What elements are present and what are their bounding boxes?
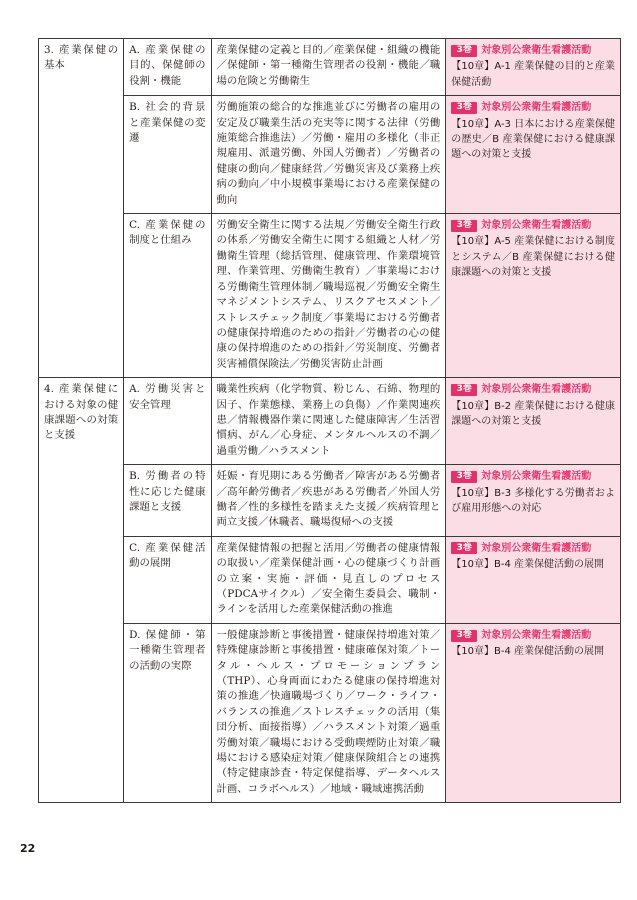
content-cell: 妊娠・育児期にある労働者／障害がある労働者／高年齢労働者／疾患がある労働者／外国人労働者／性的多様性を踏まえた支援／疾病管理と両立支援／休職者、職場復帰への支援 [211,465,446,537]
page-number: 22 [20,842,36,855]
topic-title: C. 産業保健活動の展開 [129,541,206,570]
volume-badge: 3巻 [451,45,477,57]
reference-body: 【10章】A-3 日本における産業保健の歴史／B 産業保健における健康課題への対策と支援 [451,118,615,161]
table-row [39,214,621,378]
section-title: 4. 産業保健における対象の健康課題への対策と支援 [44,383,119,442]
topic-title: B. 社会的背景と産業保健の変遷 [129,101,206,145]
topic-cell [124,536,211,623]
reference-cell [446,378,621,465]
volume-badge: 3巻 [451,542,477,554]
section-cell [39,39,124,378]
reference-title: 対象別公衆衛生看護活動 [481,45,592,56]
content-cell: 一般健康診断と事後措置・健康保持増進対策／特殊健康診断と事後措置・健康確保対策／トータル・ヘルス・プロモーションプラン（THP）、心身両面にわたる健康の保持増進対策の推進／快適職場づくり／ワーク・ライフ・バランスの推進／ストレスチェックの活用（集団分析、面接指導）／ハラスメント対策／過重労働対策／職場における受動喫煙防止対策／職場における感染症対策／健康保険組合との連携（特定健康診査・特定保健指導、データヘルス計画、コラボヘルス）／地域・職域連携活動 [211,623,446,802]
reference-cell [446,96,621,214]
reference-cell [446,465,621,537]
reference-cell [446,536,621,623]
table-row [39,536,621,623]
table-row [39,96,621,214]
volume-badge: 3巻 [451,102,477,114]
reference-body: 【10章】B-3 多様化する労働者および雇用形態への対応 [451,487,615,514]
reference-body: 【10章】A-5 産業保健における制度とシステム／B 産業保健における健康課題への対策と支援 [451,236,615,279]
reference-title: 対象別公衆衛生看護活動 [481,542,592,554]
volume-badge: 3巻 [451,630,477,642]
section-title: 3. 産業保健の基本 [44,44,119,72]
topic-cell [124,623,211,802]
topic-cell [124,39,211,96]
reference-body: 【10章】B-4 産業保健活動の展開 [451,646,604,658]
topic-title: D. 保健師・第一種衛生管理者の活動の実際 [129,628,206,672]
reference-title: 対象別公衆衛生看護活動 [481,220,592,232]
topic-title: A. 産業保健の目的、保健師の役割・機能 [129,44,206,87]
table-row [39,465,621,537]
reference-body: 【10章】A-1 産業保健の目的と産業保健活動 [451,61,615,88]
volume-badge: 3巻 [451,220,477,232]
reference-body: 【10章】B-2 産業保健における健康課題への対策と支援 [451,400,615,427]
syllabus-table [38,38,621,803]
content-cell: 産業保健情報の把握と活用／労働者の健康情報の取扱い／産業保健計画・心の健康づくり計画の立案・実施・評価・見直しのプロセス（PDCAサイクル）／安全衛生委員会、職制・ラインを活用した産業保健活動の推進 [211,536,446,623]
content-cell: 職業性疾病（化学物質、粉じん、石綿、物理的因子、作業態様、業務上の負傷）／作業関連疾患／情報機器作業に関連した健康障害／生活習慣病、がん／心身症、メンタルヘルスの不調／過重労働／ハラスメント [211,378,446,465]
content-cell: 労働施策の総合的な推進並びに労働者の雇用の安定及び職業生活の充実等に関する法律（労働施策総合推進法）／労働・雇用の多様化（非正規雇用、派遣労働、外国人労働者）／労働者の健康の動向／健康経営／労働災害及び業務上疾病の動向／中小規模事業場における産業保健の動向 [211,96,446,214]
reference-body: 【10章】B-4 産業保健活動の展開 [451,559,604,571]
topic-title: A. 労働災害と安全管理 [129,383,206,411]
reference-title: 対象別公衆衛生看護活動 [481,471,592,483]
volume-badge: 3巻 [451,471,477,483]
topic-cell [124,214,211,378]
reference-cell [446,39,621,96]
reference-title: 対象別公衆衛生看護活動 [481,629,592,641]
topic-cell [124,378,211,465]
topic-cell [124,96,211,214]
topic-title: B. 労働者の特性に応じた健康課題と支援 [129,470,206,513]
table-row [39,378,621,465]
content-cell: 労働安全衛生に関する法規／労働安全衛生行政の体系／労働安全衛生に関する組織と人材／労働衛生管理（総括管理、健康管理、作業環境管理、作業管理、労働衛生教育）／事業場における労働衛生管理体制／職場巡視／労働安全衛生マネジメントシステム、リスクアセスメント／ストレスチェック制度／事業場における労働者の健康保持増進のための指針／労働者の心の健康の保持増進のための指針／労災制度、労働者災害補償保険法／労働災害防止計画 [211,214,446,378]
topic-cell [124,465,211,537]
reference-cell [446,623,621,802]
topic-title: C. 産業保健の制度と仕組み [129,219,206,247]
volume-badge: 3巻 [451,384,477,396]
reference-cell [446,214,621,378]
reference-title: 対象別公衆衛生看護活動 [481,102,592,114]
reference-title: 対象別公衆衛生看護活動 [481,384,592,396]
table-row [39,623,621,802]
content-cell: 産業保健の定義と目的／産業保健・組織の機能／保健師・第一種衛生管理者の役割・機能／職場の危険と労働衛生 [211,39,446,96]
section-cell [39,378,124,803]
table-row [39,39,621,96]
